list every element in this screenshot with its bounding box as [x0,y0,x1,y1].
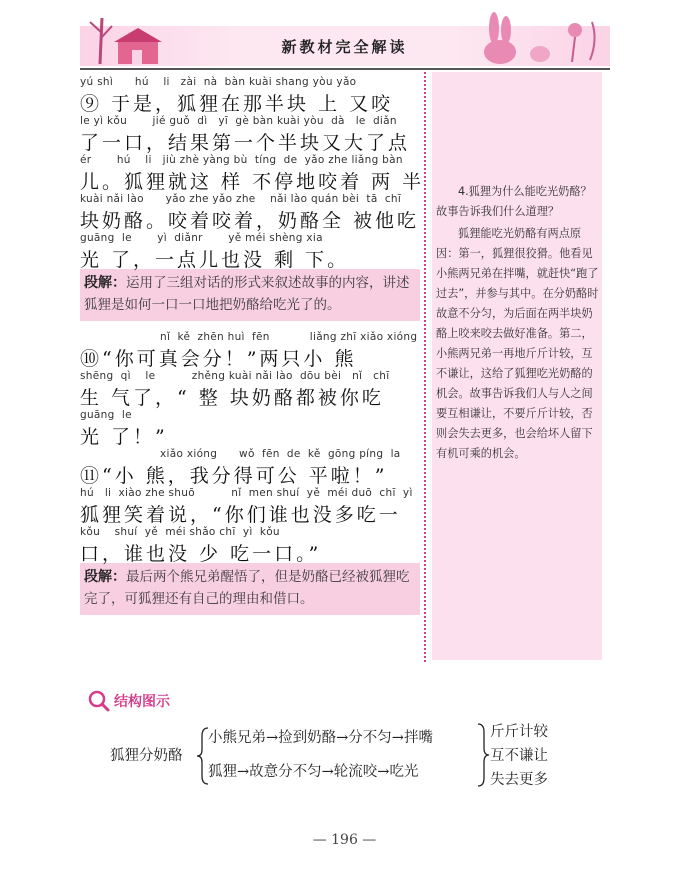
text-line [80,444,420,487]
page-header [0,0,689,70]
sidebar-answer: 狐狸能吃光奶酪有两点原因：第一，狐狸很狡猾。他看见小熊两兄弟在拌嘴，就赶快“跑了过去”，并参与其中。在分奶酪时故意不分匀，为后面在两半块奶酪上咬来咬去做好准备。第二，小熊两兄弟一再地斤斤计较，互不谦让，这给了狐狸吃光奶酪的机会。故事告诉我们人与人之间要互相谦让，不要斤斤计较，否则会失去更多，也会给坏人留下有机可乘的机会。 [436,227,599,460]
structure-section-heading [88,690,170,712]
text-line [80,522,420,565]
pinyin: hú li xiào zhe shuō nǐ men shuí yě méi duō chī yì [80,487,413,499]
structure-diagram [110,720,580,790]
hanzi: 光 了，一点儿也没 剩 下。 [80,249,350,271]
hanzi: 儿。狐狸就这 样 不停地咬着 两 半 [80,171,425,193]
main-text-column [80,72,425,621]
paragraph-10 [80,327,420,448]
hanzi: 狐狸笑着说，“你们谁也没多吃一 [80,504,401,526]
paragraph-11 [80,444,420,615]
hanzi: 光 了！” [80,426,168,448]
text-line [80,228,420,271]
note-text: 运用了三组对话的形式来叙述故事的内容，讲述狐狸是如何一口一口地把奶酪给吃光了的。 [84,275,410,313]
sidebar-question: 4.狐狸为什么能吃光奶酪？故事告诉我们什么道理？ [436,185,592,218]
section-label: 结构图示 [114,694,170,710]
header-title: 新教材完全解读 [281,38,408,56]
text-line [80,327,420,370]
diagram-branch-2: 狐狸→故意分不匀→轮流咬→吃光 [208,764,419,780]
hanzi: ⑩“你可真会分！”两只小 熊 [80,348,357,370]
pinyin: guāng le [80,409,132,421]
header-rule [80,68,610,70]
pinyin: le yì kǒu jié guǒ dì yī gè bàn kuài yòu dà le diǎn [80,115,397,127]
hanzi: 生 气了，“ 整 块奶酪都被你吃 [80,387,384,409]
note-label: 段解： [84,275,126,291]
hanzi: ⑨ 于是，狐狸在那半块 上 又咬 [80,93,394,115]
text-line [80,483,420,526]
paragraph-note [80,269,420,321]
sidebar-panel [432,72,602,660]
note-text: 最后两个熊兄弟醒悟了，但是奶酪已经被狐狸吃完了，可狐狸还有自己的理由和借口。 [84,569,410,607]
diagram-result: 失去更多 [490,772,548,788]
column-divider [424,72,426,662]
hanzi: 了一口，结果第一个半块又大了点 [80,132,411,154]
paragraph-note [80,563,420,615]
pinyin: shēng qì le zhěng kuài nǎi lào dōu bèi nǐ chī [80,370,390,382]
text-line [80,189,420,232]
sidebar-content [436,182,600,464]
pinyin: yú shì hú li zài nà bàn kuài shang yòu yǎo [80,76,357,88]
pinyin: kǒu shuí yě méi shǎo chī yì kǒu [80,526,280,538]
text-line [80,111,420,154]
text-line [80,405,420,448]
hanzi: 口，谁也没 少 吃一口。” [80,543,322,565]
diagram-result: 互不谦让 [490,748,548,764]
right-brace [476,722,490,788]
pinyin: nǐ kě zhēn huì fēn liǎng zhī xiǎo xióng [80,331,418,343]
page-number: — 196 — [312,832,377,848]
pinyin: ér hú li jiù zhè yàng bù tíng de yǎo zhe liǎng bàn [80,154,403,166]
diagram-branch-1: 小熊兄弟→捡到奶酪→分不匀→拌嘴 [208,730,433,746]
text-line [80,72,420,115]
text-line [80,150,425,193]
text-line [80,366,420,409]
pinyin: xiǎo xióng wǒ fēn de kě gōng píng la [80,448,401,460]
hanzi: 块奶酪。咬着咬着，奶酪全 被他吃 [80,210,420,232]
pinyin: guāng le yì diǎnr yě méi shèng xia [80,232,323,244]
note-label: 段解： [84,569,126,585]
diagram-result: 斤斤计较 [490,724,548,740]
magnifier-icon [88,690,110,712]
paragraph-9 [80,72,425,321]
diagram-root: 狐狸分奶酪 [110,748,183,764]
pinyin: kuài nǎi lào yǎo zhe yǎo zhe nǎi lào quán bèi tā chī [80,193,402,205]
hanzi: ⑪“小 熊，我分得可公 平啦！” [80,465,388,487]
